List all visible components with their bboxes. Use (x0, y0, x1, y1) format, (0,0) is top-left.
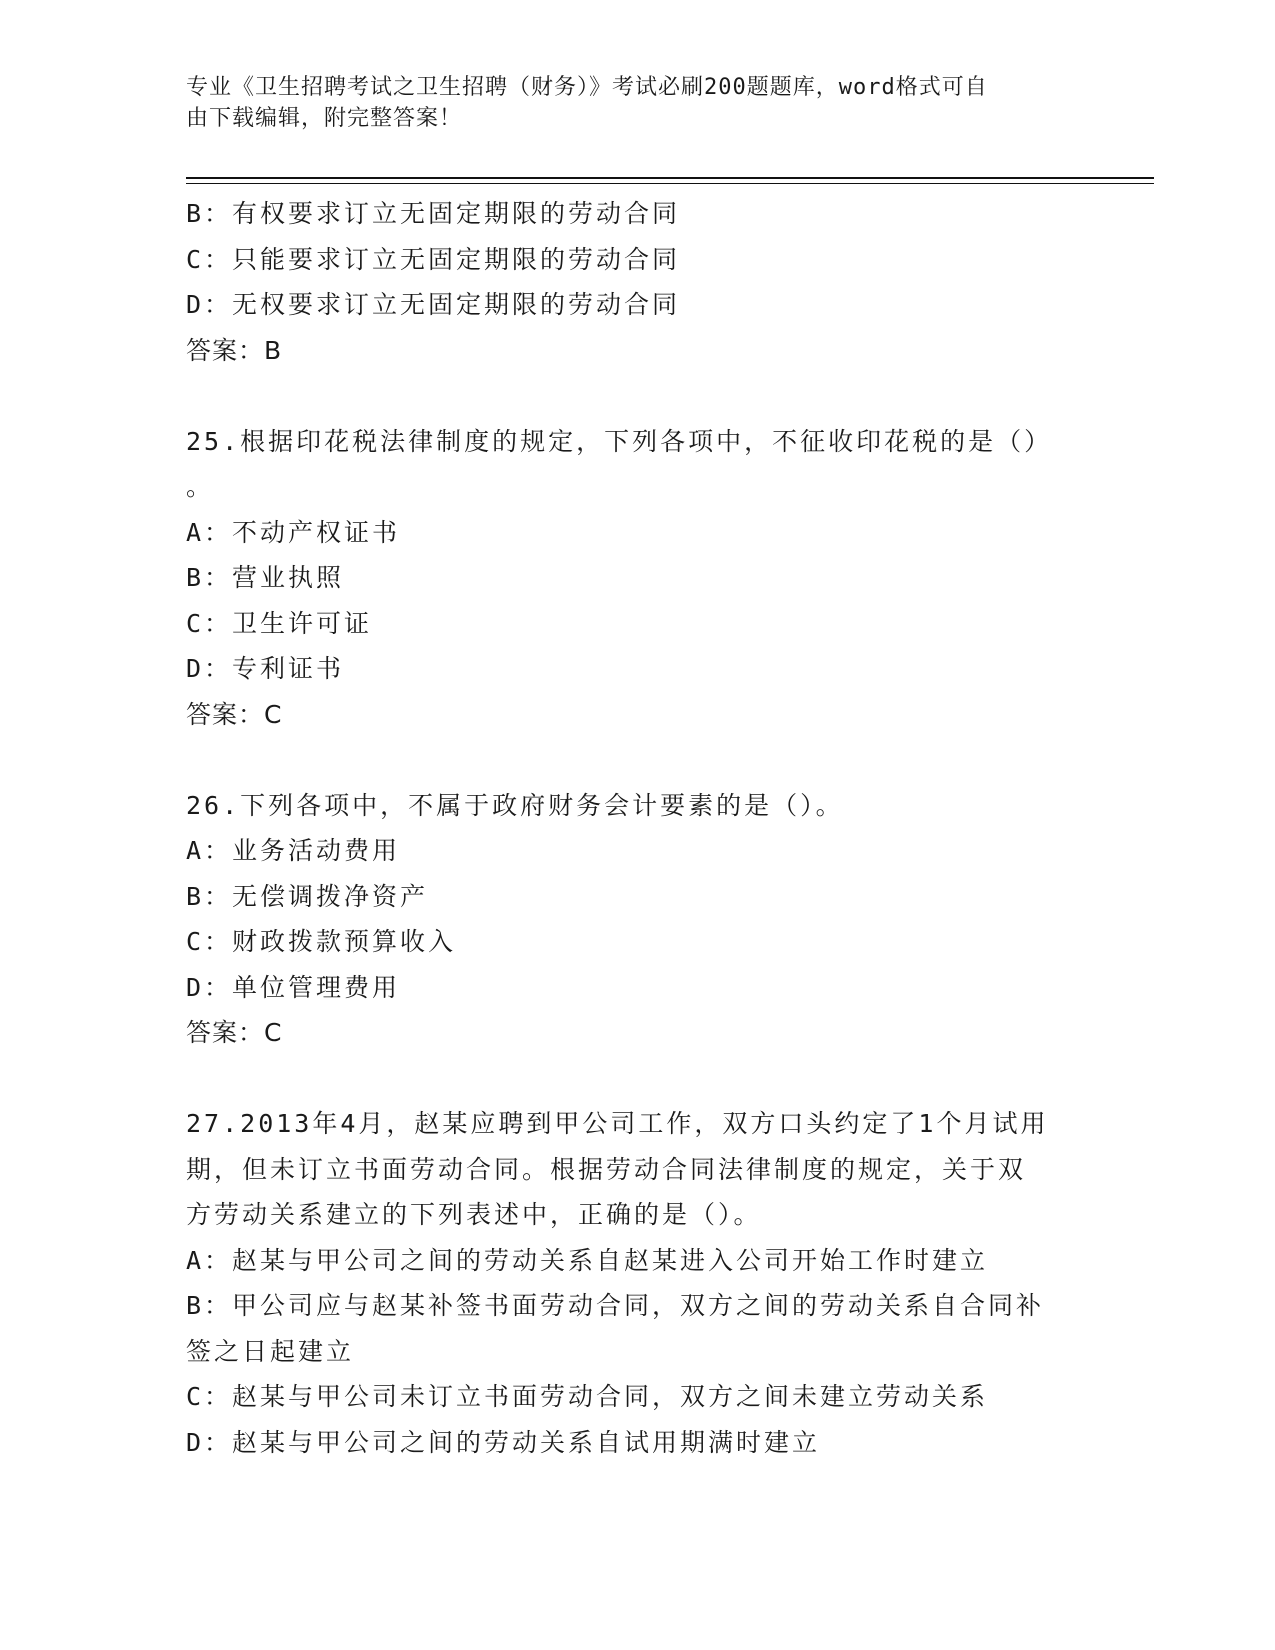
question-stem: 26.下列各项中，不属于政府财务会计要素的是（）。 (186, 790, 844, 820)
answer-line: 答案：C (186, 699, 283, 729)
question-stem: 方劳动关系建立的下列表述中，正确的是（）。 (186, 1200, 762, 1229)
header-line: 专业《卫生招聘考试之卫生招聘（财务）》考试必刷200题题库，word格式可自 (186, 75, 988, 100)
question-block-27 (186, 1101, 1086, 1465)
option-c: C：财政拨款预算收入 (186, 927, 457, 956)
spacer (186, 1056, 1086, 1102)
option-b: B：甲公司应与赵某补签书面劳动合同，双方之间的劳动关系自合同补 (186, 1291, 1045, 1320)
header-line: 由下载编辑，附完整答案！ (186, 106, 463, 131)
answer-line: 答案：B (186, 335, 283, 365)
question-block-25 (186, 419, 1086, 738)
option-a: A：赵某与甲公司之间的劳动关系自赵某进入公司开始工作时建立 (186, 1245, 989, 1275)
option-b: B：无偿调拨净资产 (186, 881, 429, 911)
option-b: B：有权要求订立无固定期限的劳动合同 (186, 199, 681, 228)
page-header (186, 72, 1076, 134)
question-block-24 (186, 191, 1086, 373)
option-a: A：业务活动费用 (186, 836, 401, 865)
option-b-continued: 签之日起建立 (186, 1336, 355, 1366)
header-divider-thin (186, 183, 1154, 184)
question-stem: 。 (186, 472, 215, 501)
option-b: B：营业执照 (186, 563, 345, 592)
option-c: C：卫生许可证 (186, 608, 373, 638)
question-list (186, 191, 1086, 1465)
question-stem: 期，但未订立书面劳动合同。根据劳动合同法律制度的规定，关于双 (186, 1154, 1027, 1184)
answer-line: 答案：C (186, 1018, 283, 1047)
option-c: C：赵某与甲公司未订立书面劳动合同，双方之间未建立劳动关系 (186, 1382, 989, 1411)
header-divider-thick (186, 177, 1154, 179)
option-c: C：只能要求订立无固定期限的劳动合同 (186, 244, 681, 274)
question-stem: 25.根据印花税法律制度的规定，下列各项中，不征收印花税的是（） (186, 426, 1053, 456)
spacer (186, 737, 1086, 783)
option-d: D：专利证书 (186, 654, 345, 683)
option-d: D：赵某与甲公司之间的劳动关系自试用期满时建立 (186, 1427, 821, 1457)
option-d: D：单位管理费用 (186, 972, 401, 1002)
option-d: D：无权要求订立无固定期限的劳动合同 (186, 290, 681, 319)
question-block-26 (186, 783, 1086, 1056)
question-stem: 27.2013年4月，赵某应聘到甲公司工作，双方口头约定了1个月试用 (186, 1109, 1049, 1138)
option-a: A：不动产权证书 (186, 517, 401, 547)
spacer (186, 373, 1086, 419)
